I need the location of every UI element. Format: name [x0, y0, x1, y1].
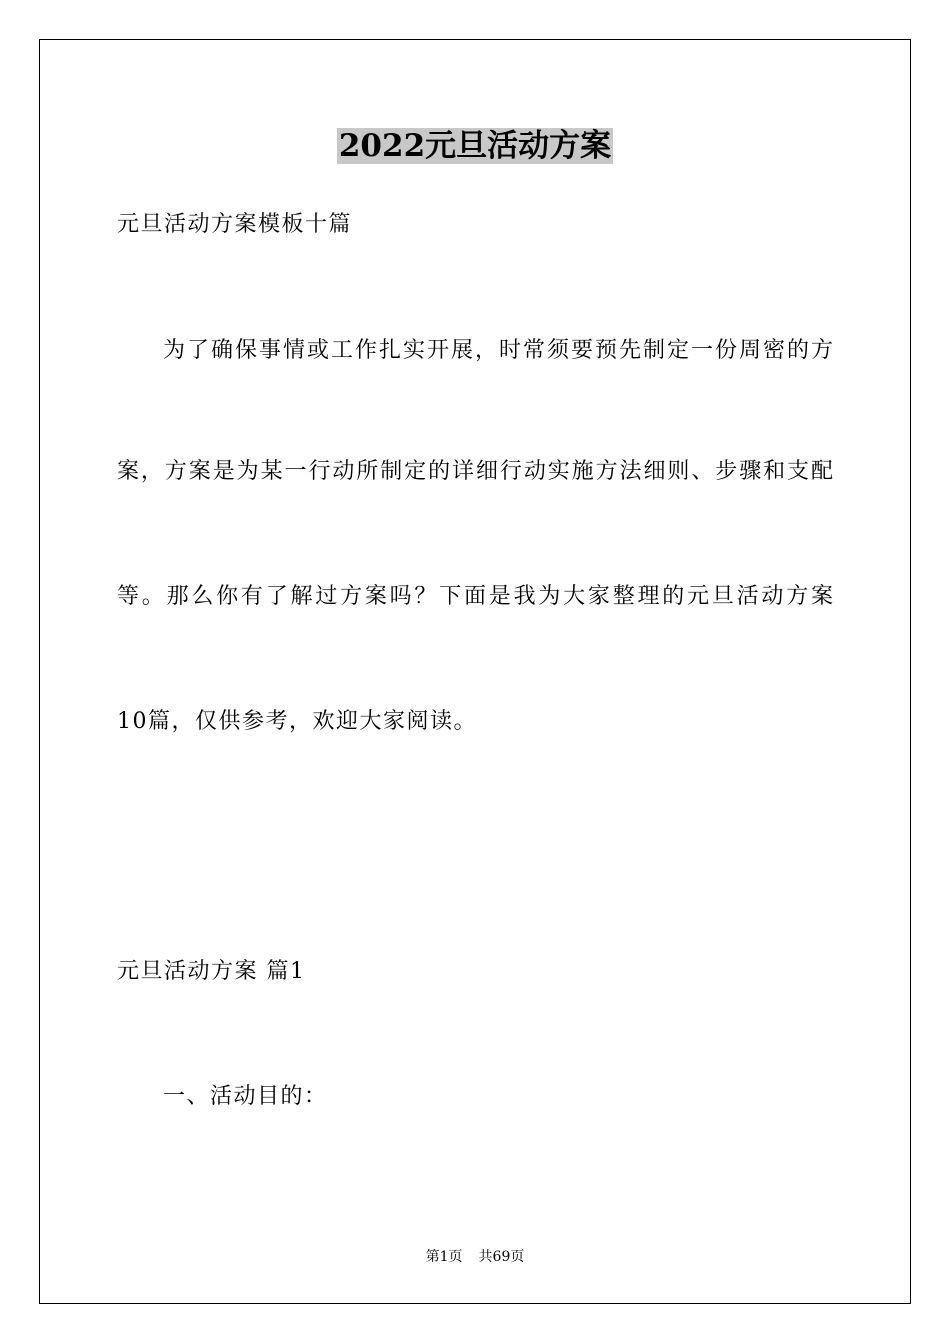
document-subtitle: 元旦活动方案模板十篇	[117, 212, 353, 237]
paragraph-line-2: 案，方案是为某一行动所制定的详细行动实施方法细则、步骤和支配	[117, 459, 833, 484]
document-title	[0, 124, 950, 168]
paragraph-line-4: 10篇，仅供参考，欢迎大家阅读。	[117, 709, 477, 734]
paragraph-line-1: 为了确保事情或工作扎实开展，时常须要预先制定一份周密的方	[163, 338, 833, 363]
page-total: 共69页	[478, 1249, 525, 1265]
page-number: 第1页	[425, 1249, 463, 1265]
section-heading: 元旦活动方案 篇1	[117, 959, 306, 984]
document-title-text: 2022元旦活动方案	[338, 128, 612, 164]
item-heading: 一、活动目的：	[163, 1084, 328, 1109]
page-footer	[0, 1248, 950, 1266]
paragraph-line-3: 等。那么你有了解过方案吗？下面是我为大家整理的元旦活动方案	[117, 584, 833, 609]
